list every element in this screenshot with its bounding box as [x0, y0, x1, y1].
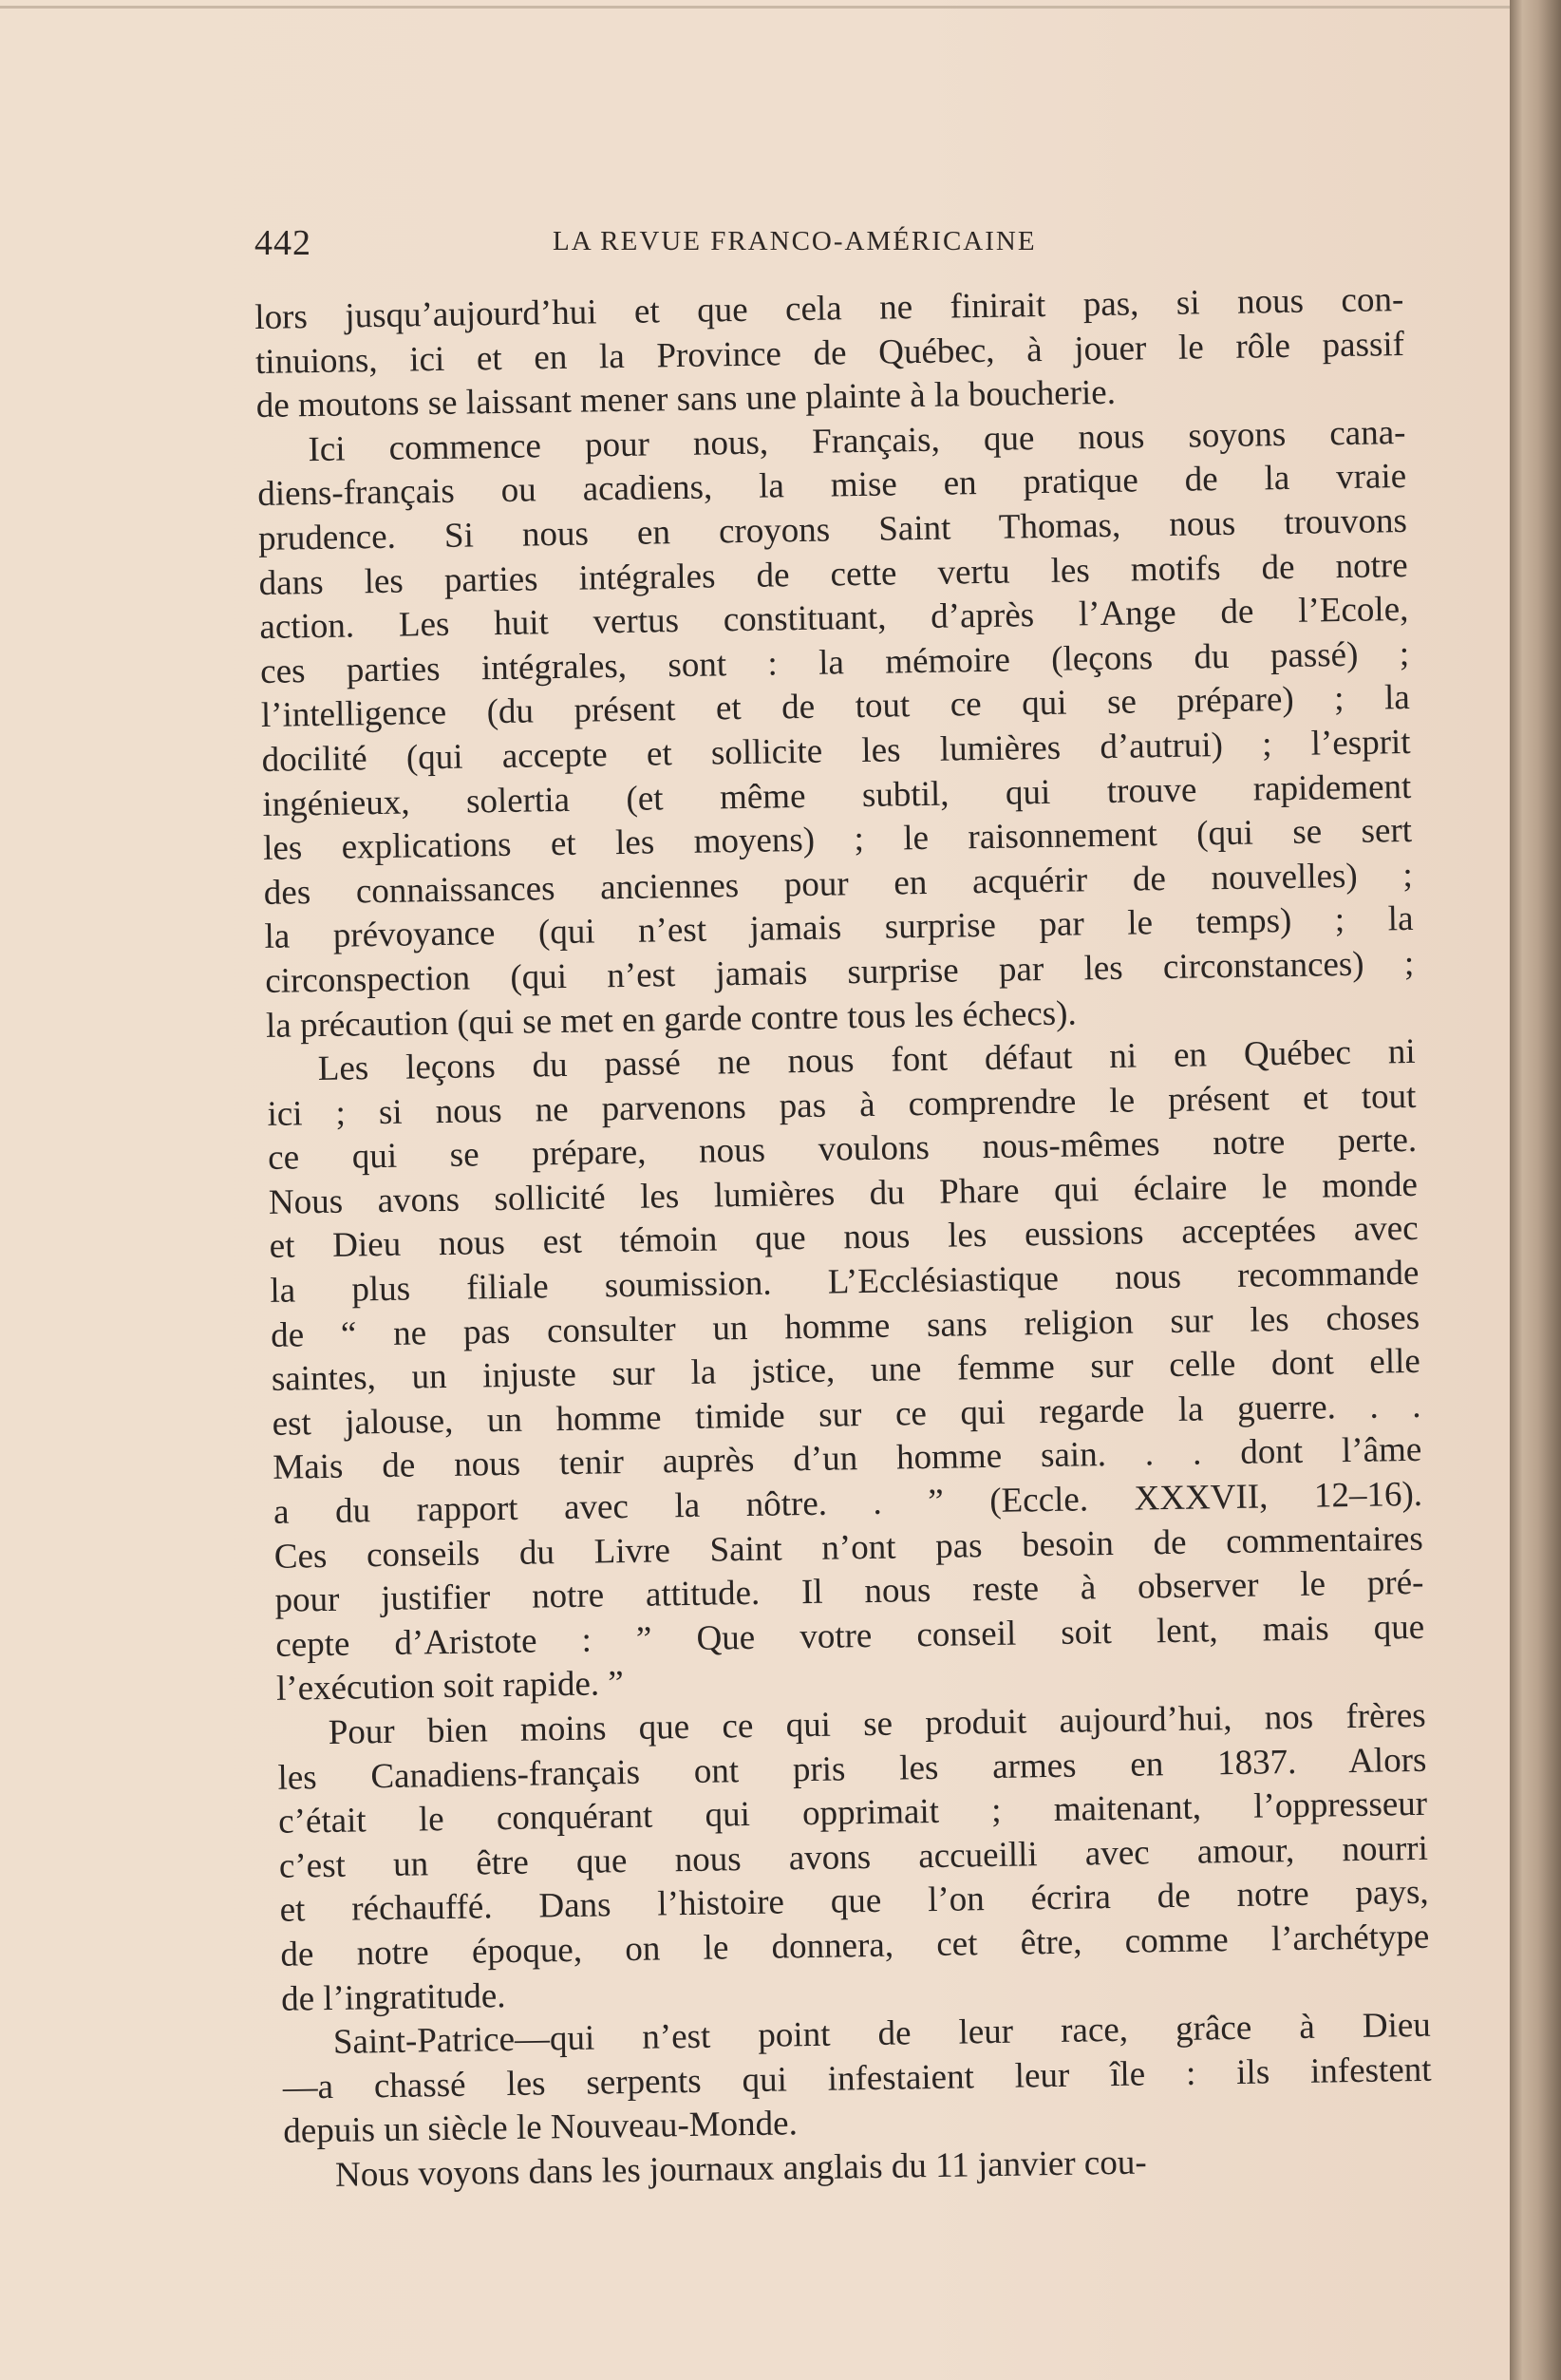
book-spine-edge: [1510, 0, 1561, 2380]
text-line: Nous avons sollicité les lumières du Phare qui éclaire le monde: [268, 1164, 1419, 1222]
text-line: lors jusqu’aujourd’hui et que cela ne finirait pas, si nous con-: [254, 279, 1404, 337]
text-line: l’exécution soit rapide. ”: [275, 1664, 625, 1709]
text-line: ingénieux, solertia (et même subtil, qui trouve rapidement: [262, 766, 1412, 824]
page-number: 442: [254, 223, 311, 263]
text-line: des connaissances anciennes pour en acquérir de nouvelles) ;: [263, 855, 1414, 913]
text-line: a du rapport avec la nôtre. . ” (Eccle. XXXVII, 12–16).: [273, 1474, 1423, 1532]
text-line: depuis un siècle le Nouveau-Monde.: [283, 2104, 799, 2152]
text-line: l’intelligence (du présent et de tout ce qui se prépare) ; la: [260, 678, 1411, 736]
text-line: Ces conseils du Livre Saint n’ont pas besoin de commentaires: [273, 1519, 1424, 1577]
text-line: c’était le conquérant qui opprimait ; maitenant, l’oppresseur: [277, 1784, 1428, 1842]
paragraph: [276, 1694, 1430, 2022]
text-line: de “ ne pas consulter un homme sans religion sur les choses: [270, 1297, 1420, 1355]
text-line: Saint-Patrice—qui n’est point de leur race, grâce à Dieu: [332, 2005, 1432, 2063]
text-line: et Dieu nous est témoin que nous les eussions acceptées avec: [269, 1209, 1419, 1267]
paragraph: [282, 2004, 1433, 2155]
running-title: LA REVUE FRANCO-AMÉRICAINE: [553, 226, 1037, 256]
page-top-edge: [0, 6, 1510, 9]
text-line: pour justifier notre attitude. Il nous reste à observer le pré-: [274, 1563, 1424, 1621]
text-line: Mais de nous tenir auprès d’un homme sain. . . dont l’âme: [273, 1430, 1422, 1488]
text-line: ce qui se prépare, nous voulons nous-mêmes notre perte.: [267, 1121, 1418, 1179]
text-line: cepte d’Aristote : ” Que votre conseil soit lent, mais que: [274, 1607, 1425, 1665]
text-line: de l’ingratitude.: [280, 1975, 506, 2019]
text-line: la précaution (qui se met en garde contre tous les échecs).: [265, 992, 1078, 1046]
text-line: circonspection (qui n’est jamais surprise par les circonstances) ;: [265, 943, 1415, 1001]
text-line: ces parties intégrales, sont : la mémoire (leçons du passé) ;: [259, 633, 1410, 691]
text-line: ici ; si nous ne parvenons pas à comprendre le présent et tout: [267, 1076, 1417, 1134]
text-line: Nous voyons dans les journaux anglais du 11 janvier cou-: [334, 2143, 1147, 2195]
text-line: Pour bien moins que ce qui se produit aujourd’hui, nos frères: [328, 1695, 1426, 1752]
text-line: action. Les huit vertus constituant, d’après l’Ange de l’Ecole,: [259, 590, 1409, 648]
text-line: —a chassé les serpents qui infestaient leur île : ils infestent: [282, 2049, 1432, 2107]
text-line: dans les parties intégrales de cette vertu les motifs de notre: [258, 545, 1408, 603]
text-line: tinuions, ici et en la Province de Québec, à jouer le rôle passif: [254, 324, 1405, 382]
text-line: de moutons se laissant mener sans une plainte à la boucherie.: [255, 372, 1117, 426]
paragraph: [266, 1030, 1425, 1712]
paragraph: [254, 278, 1405, 429]
page-header: [254, 217, 1403, 274]
text-line: docilité (qui accepte et sollicite les lumières d’autrui) ; l’esprit: [261, 722, 1411, 780]
text-line: les Canadiens-français ont pris les armes en 1837. Alors: [277, 1740, 1427, 1798]
text-line: est jalouse, un homme timide sur ce qui regarde la guerre. . .: [272, 1386, 1421, 1444]
text-line: et réchauffé. Dans l’histoire que l’on écrira de notre pays,: [279, 1873, 1429, 1931]
text-line: la prévoyance (qui n’est jamais surprise par le temps) ; la: [264, 899, 1414, 957]
text-line: prudence. Si nous en croyons Saint Thomas, nous trouvons: [257, 501, 1408, 558]
paragraph: [256, 411, 1415, 1048]
text-line: diens-français ou acadiens, la mise en pratique de la vraie: [256, 457, 1407, 515]
text-line: de notre époque, on le donnera, cet être, comme l’archétype: [280, 1917, 1430, 1974]
text-line: c’est un être que nous avons accueilli avec amour, nourri: [278, 1828, 1429, 1886]
text-line: Les leçons du passé ne nous font défaut ni en Québec ni: [317, 1031, 1416, 1089]
body-text: [254, 278, 1433, 2199]
text-line: les explications et les moyens) ; le raisonnement (qui se sert: [262, 811, 1413, 869]
text-line: Ici commence pour nous, Français, que nous soyons cana-: [308, 412, 1406, 469]
text-line: saintes, un injuste sur la jstice, une femme sur celle dont elle: [271, 1342, 1421, 1400]
text-line: la plus filiale soumission. L’Ecclésiastique nous recommande: [270, 1253, 1420, 1311]
